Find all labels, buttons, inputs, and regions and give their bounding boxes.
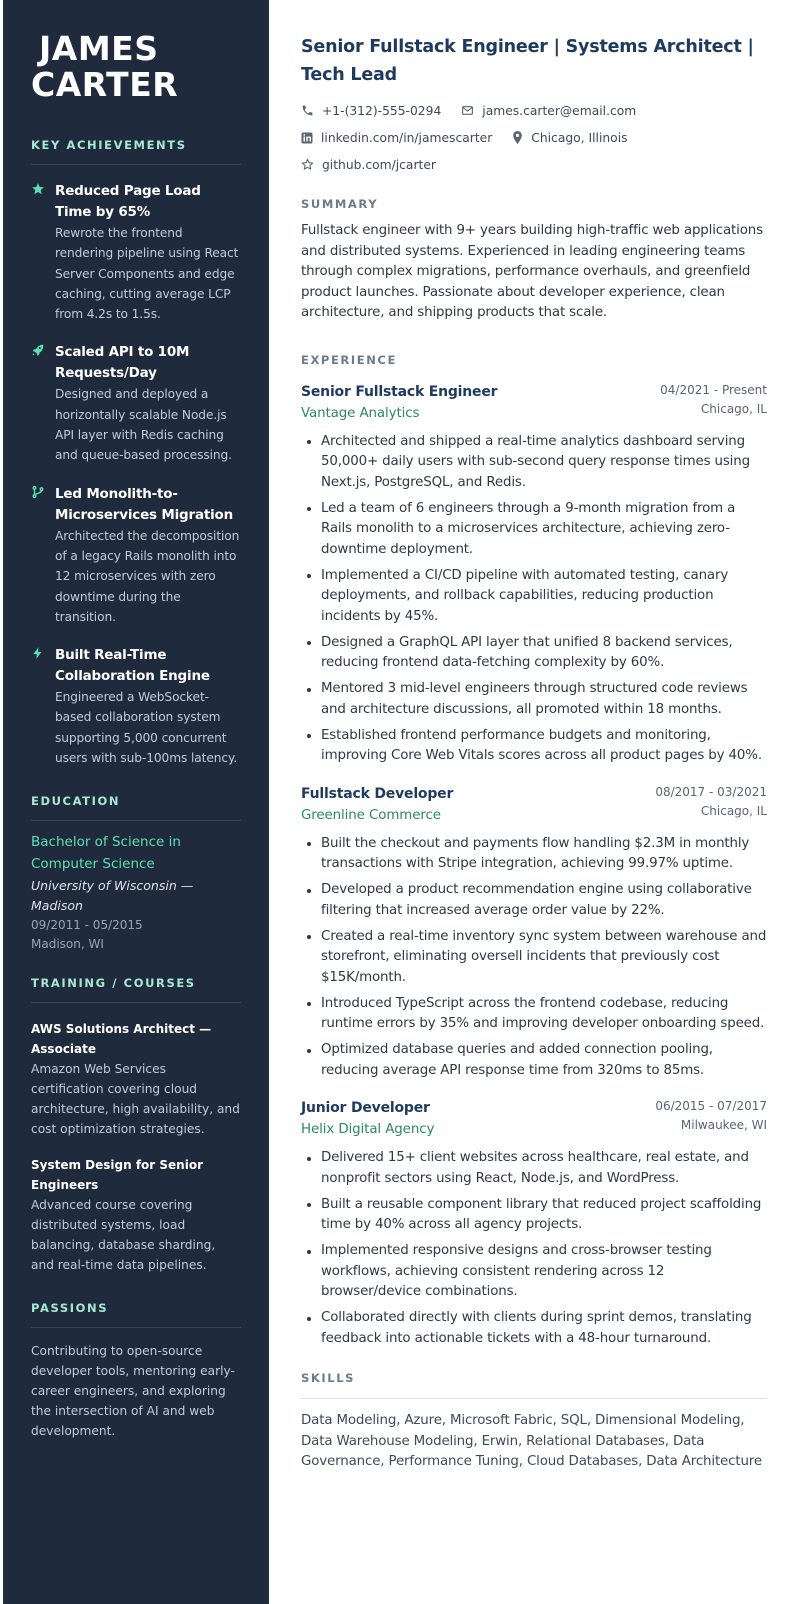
job-title: Junior Developer	[301, 1100, 430, 1116]
contact-phone	[301, 104, 441, 118]
achievement-desc: Rewrote the frontend rendering pipeline using React Server Components and edge caching, cutting average LCP from 4.2s to 1.5s.	[55, 226, 239, 322]
list-item: Implemented responsive designs and cross-browser testing workflows, achieving consistent rendering across 12 browser/device combinations.	[301, 1241, 767, 1303]
achievement-desc: Architected the decomposition of a legacy Rails monolith into 12 microservices with zero downtime during the transition.	[55, 528, 240, 624]
passions-text: Contributing to open-source developer tools, mentoring early-career engineers, and exploring the intersection of AI and web development.	[31, 1344, 235, 1439]
lightning-icon	[31, 645, 55, 768]
list-item: Mentored 3 mid-level engineers through structured code reviews and architecture discussions, all promoted within 18 months.	[301, 679, 767, 720]
email-address[interactable]: james.carter@email.com	[482, 103, 637, 118]
list-item: Delivered 15+ client websites across healthcare, real estate, and nonprofit sectors using React, Node.js, and WordPress.	[301, 1148, 767, 1189]
achievement-desc: Designed and deployed a horizontally scalable Node.js API layer with Redis caching and queue-based processing.	[55, 387, 232, 463]
job-location: Chicago, IL	[700, 803, 767, 818]
achievement-item	[31, 484, 241, 627]
list-item: Built the checkout and payments flow handling $2.3M in monthly transactions with Stripe integration, achieving 99.97% uptime.	[301, 834, 767, 875]
sidebar	[3, 0, 269, 1604]
skills-text: Data Modeling, Azure, Microsoft Fabric, SQL, Dimensional Modeling, Data Warehouse Modeling, Erwin, Relational Databases, Data Governance, Performance Tuning, Cloud Databases, Data Architecture	[301, 1413, 762, 1469]
git-branch-icon	[31, 484, 55, 627]
contact-info	[301, 97, 767, 178]
linkedin-icon	[301, 132, 313, 144]
course-item	[31, 1019, 241, 1139]
job-company: Vantage Analytics	[301, 405, 420, 421]
education-dates: 09/2011 - 05/2015	[31, 918, 143, 933]
headline: Senior Fullstack Engineer | Systems Architect | Tech Lead	[301, 37, 754, 85]
contact-linkedin	[301, 131, 492, 145]
candidate-name	[31, 31, 241, 103]
achievement-title: Scaled API to 10M Requests/Day	[55, 344, 190, 382]
last-name: CARTER	[31, 65, 179, 104]
job-dates: 08/2017 - 03/2021	[655, 784, 767, 799]
course-title: AWS Solutions Architect — Associate	[31, 1022, 212, 1057]
education-school: University of Wisconsin — Madison	[31, 878, 194, 914]
job-location: Chicago, IL	[700, 401, 767, 416]
list-item: Led a team of 6 engineers through a 9-month migration from a Rails monolith to a microservices architecture, achieving zero-downtime deployment.	[301, 499, 767, 561]
contact-github	[301, 158, 436, 172]
job-entry	[301, 381, 767, 767]
contact-email	[461, 104, 636, 118]
job-bullets	[301, 834, 767, 1082]
phone-icon	[301, 104, 314, 117]
achievement-title: Reduced Page Load Time by 65%	[55, 183, 201, 220]
mail-icon	[461, 104, 474, 117]
first-name: JAMES	[39, 29, 159, 68]
job-company: Helix Digital Agency	[301, 1122, 435, 1137]
job-entry	[301, 783, 767, 1082]
skills-heading: SKILLS	[301, 1371, 356, 1385]
job-dates: 04/2021 - Present	[660, 382, 767, 397]
list-item: Built a reusable component library that reduced project scaffolding time by 40% across all agency projects.	[301, 1195, 767, 1236]
list-item: Established frontend performance budgets and monitoring, improving Core Web Vitals scores across all product pages by 40%.	[301, 726, 767, 767]
training-heading: TRAINING / COURSES	[31, 976, 241, 1003]
job-dates: 06/2015 - 07/2017	[655, 1099, 767, 1113]
location-text: Chicago, Illinois	[531, 130, 628, 145]
star-icon	[31, 181, 55, 324]
list-item: Collaborated directly with clients during sprint demos, translating feedback into actionable tickets with a 48-hour turnaround.	[301, 1308, 767, 1349]
achievement-item	[31, 645, 241, 768]
experience-heading: EXPERIENCE	[301, 352, 397, 367]
course-desc: Amazon Web Services certification covering cloud architecture, high availability, and cost optimization strategies.	[31, 1062, 240, 1137]
list-item: Implemented a CI/CD pipeline with automated testing, canary deployments, and rollback capabilities, reducing production incidents by 45%.	[301, 566, 767, 628]
course-item	[31, 1155, 241, 1275]
skills-divider	[301, 1398, 767, 1399]
rocket-icon	[31, 342, 55, 465]
list-item: Architected and shipped a real-time analytics dashboard serving 50,000+ daily users with sub-second query response times using Next.js, PostgreSQL, and Redis.	[301, 432, 767, 494]
achievement-desc: Engineered a WebSocket-based collaboration system supporting 5,000 concurrent users with sub-100ms latency.	[55, 690, 238, 766]
achievement-title: Led Monolith-to-Microservices Migration	[55, 485, 234, 523]
job-entry	[301, 1097, 767, 1349]
job-title: Fullstack Developer	[301, 785, 454, 802]
list-item: Developed a product recommendation engine using collaborative filtering that increased average order value by 22%.	[301, 880, 767, 921]
contact-location	[512, 131, 627, 145]
job-bullets	[301, 432, 767, 767]
achievement-item	[31, 181, 241, 324]
job-location: Milwaukee, WI	[680, 1118, 767, 1132]
list-item: Optimized database queries and added connection pooling, reducing average API response time from 320ms to 85ms.	[301, 1040, 767, 1081]
map-pin-icon	[512, 131, 523, 144]
list-item: Designed a GraphQL API layer that unified 8 backend services, reducing frontend data-fetching complexity by 60%.	[301, 633, 767, 674]
summary-heading: SUMMARY	[301, 197, 379, 211]
main-content	[301, 33, 767, 1473]
linkedin-url[interactable]: linkedin.com/in/jamescarter	[321, 130, 493, 145]
education-degree: Bachelor of Science in Computer Science	[31, 834, 181, 873]
achievements-heading: KEY ACHIEVEMENTS	[31, 138, 241, 165]
phone-number[interactable]: +1-(312)-555-0294	[322, 103, 442, 118]
summary-text: Fullstack engineer with 9+ years building high-traffic web applications and distributed systems. Experienced in leading engineering teams through complex migrations, performance overhauls, and greenfield product launches. Passionate about developer experience, clean architecture, and shipping products that scale.	[301, 223, 763, 320]
job-title: Senior Fullstack Engineer	[301, 383, 498, 400]
list-item: Introduced TypeScript across the frontend codebase, reducing runtime errors by 35% and improving developer onboarding speed.	[301, 994, 767, 1035]
education-location: Madison, WI	[31, 937, 104, 952]
education-heading: EDUCATION	[31, 794, 241, 821]
star-icon	[301, 158, 314, 171]
job-company: Greenline Commerce	[301, 807, 441, 823]
job-bullets	[301, 1148, 767, 1349]
achievement-title: Built Real-Time Collaboration Engine	[55, 647, 210, 685]
achievement-item	[31, 342, 241, 465]
course-title: System Design for Senior Engineers	[31, 1158, 203, 1193]
list-item: Created a real-time inventory sync system between warehouse and storefront, eliminating oversell incidents that previously cost $15K/month.	[301, 927, 767, 989]
github-url[interactable]: github.com/jcarter	[322, 157, 436, 172]
course-desc: Advanced course covering distributed systems, load balancing, database sharding, and real-time data pipelines.	[31, 1198, 216, 1273]
passions-heading: PASSIONS	[31, 1301, 241, 1328]
